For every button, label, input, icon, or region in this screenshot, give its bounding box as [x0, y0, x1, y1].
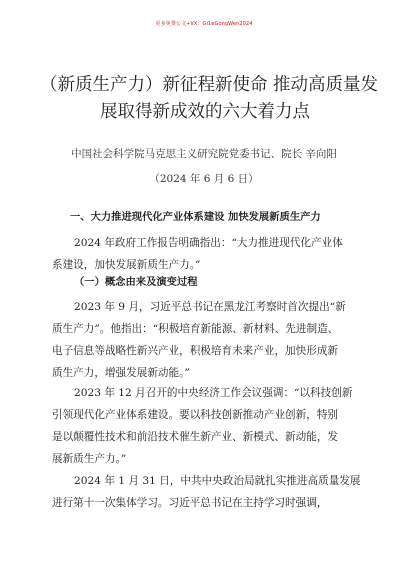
- section-heading: 一、大力推进现代化产业体系建设 加快发展新质生产力: [70, 211, 321, 223]
- paragraph-4: [52, 470, 372, 514]
- watermark-banner: 更多免费公文+VX：Gi1eGongWen2024: [155, 21, 253, 27]
- paragraph-line: 引领现代化产业体系建设。要以科技创新推动产业创新，特别: [52, 409, 339, 421]
- document-title: [40, 72, 379, 126]
- paragraph-line: 2024 年 1 月 31 日，中共中央政治局就扎实推进高质量发展: [74, 475, 361, 487]
- paragraph-line: 系建设，加快发展新质生产力。”: [52, 259, 201, 271]
- paragraph-line: 电子信息等战略性新兴产业，积极培育未来产业，加快形成新: [52, 345, 339, 357]
- paragraph-2: [52, 296, 372, 384]
- paragraph-line: 展新质生产力。”: [52, 453, 127, 465]
- date-line: （2024 年 6 月 6 日）: [149, 173, 259, 185]
- subsection-heading: （一）概念由来及演变过程: [74, 276, 198, 288]
- paragraph-3: [52, 382, 372, 470]
- paragraph-line: 质生产力”。他指出：“积极培育新能源、新材料、先进制造、: [52, 323, 339, 335]
- title-line-1: （新质生产力）新征程新使命 推动高质量发: [40, 75, 379, 95]
- title-line-2: 展取得新成效的六大着力点: [100, 102, 310, 122]
- paragraph-1: [52, 232, 372, 276]
- paragraph-line: 进行第十一次集体学习。习近平总书记在主持学习时强调，: [52, 497, 328, 509]
- paragraph-line: 2023 年 9 月，习近平总书记在黑龙江考察时首次提出“新: [74, 301, 346, 313]
- author-line: 中国社会科学院马克思主义研究院党委书记、院长 辛向阳: [71, 148, 337, 160]
- paragraph-line: 质生产力，增强发展新动能。”: [52, 367, 190, 379]
- paragraph-line: 2023 年 12 月召开的中央经济工作会议强调：“以科技创新: [74, 387, 353, 399]
- paragraph-line: 是以颠覆性技术和前沿技术催生新产业、新模式、新动能，发: [52, 431, 339, 443]
- paragraph-line: 2024 年政府工作报告明确指出：“大力推进现代化产业体: [74, 237, 343, 249]
